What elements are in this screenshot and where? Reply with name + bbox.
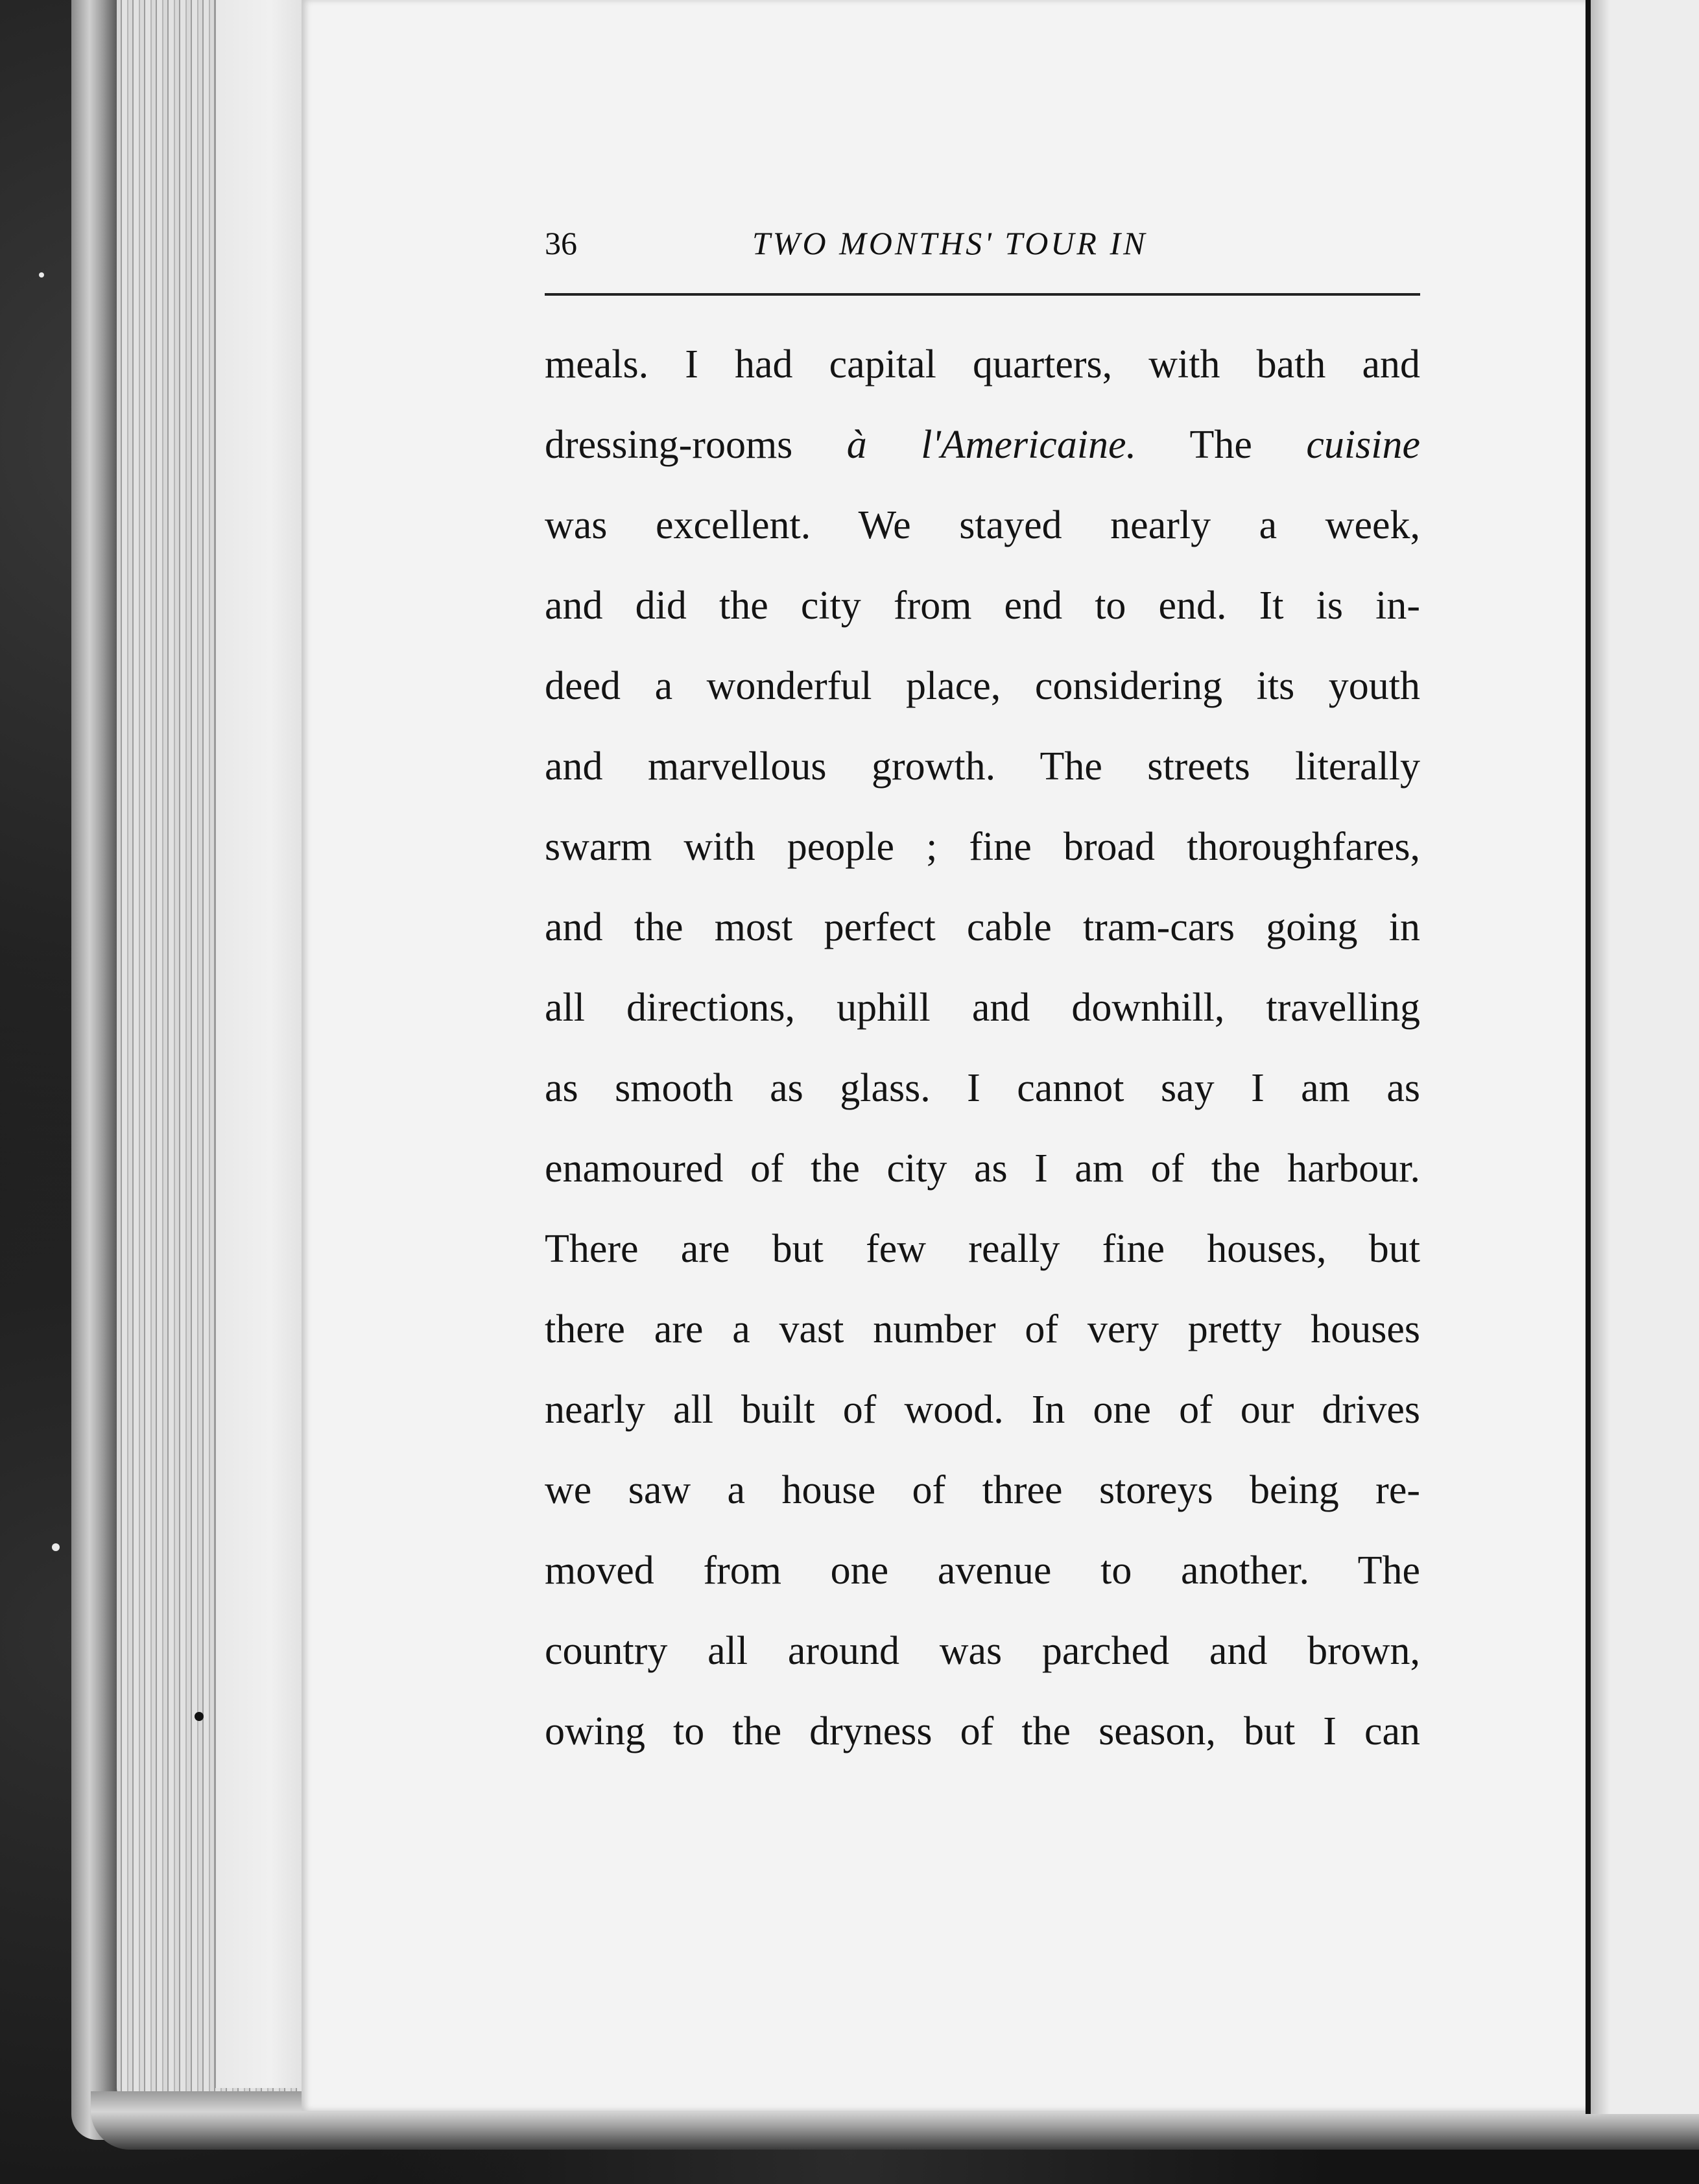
text-line-with-italics <box>545 405 1420 485</box>
page-number: 36 <box>545 225 577 261</box>
text-line: we saw a house of three storeys being re- <box>545 1468 1420 1512</box>
scan-speck <box>39 272 44 278</box>
text-line: and the most perfect cable tram-cars going in <box>545 905 1420 949</box>
text-line: was excellent. We stayed nearly a week, <box>545 503 1420 547</box>
gutter-shadow <box>1591 0 1610 2114</box>
line-segment: dressing-rooms <box>545 423 847 467</box>
book-cover-edge <box>71 0 117 2140</box>
text-line: There are but few really fine houses, but <box>545 1227 1420 1271</box>
scan-speck <box>195 1712 204 1721</box>
text-line: enamoured of the city as I am of the harbour. <box>545 1146 1420 1191</box>
text-line: nearly all built of wood. In one of our drives <box>545 1388 1420 1432</box>
text-line: owing to the dryness of the season, but I can <box>545 1709 1420 1753</box>
italic-phrase: à l'Americaine. <box>846 423 1137 467</box>
italic-word: cuisine <box>1306 423 1420 467</box>
text-line: and did the city from end to end. It is in- <box>545 584 1420 628</box>
text-line: swarm with people ; fine broad thoroughfares, <box>545 825 1420 869</box>
text-line: there are a vast number of very pretty houses <box>545 1307 1420 1351</box>
scan-speck <box>52 1543 60 1551</box>
text-line: moved from one avenue to another. The <box>545 1549 1420 1593</box>
body-text <box>545 324 1420 1772</box>
line-segment: The <box>1136 423 1307 467</box>
text-line: country all around was parched and brown, <box>545 1629 1420 1673</box>
running-title: TWO MONTHS' TOUR IN <box>752 225 1148 261</box>
header-rule <box>545 293 1420 296</box>
running-header <box>545 220 1420 266</box>
text-line: and marvellous growth. The streets literally <box>545 744 1420 789</box>
text-line: all directions, uphill and downhill, travelling <box>545 986 1420 1030</box>
text-line: deed a wonderful place, considering its youth <box>545 664 1420 708</box>
page-edge-inner <box>214 0 307 2088</box>
text-line: meals. I had capital quarters, with bath and <box>545 342 1420 386</box>
text-line: as smooth as glass. I cannot say I am as <box>545 1066 1420 1110</box>
